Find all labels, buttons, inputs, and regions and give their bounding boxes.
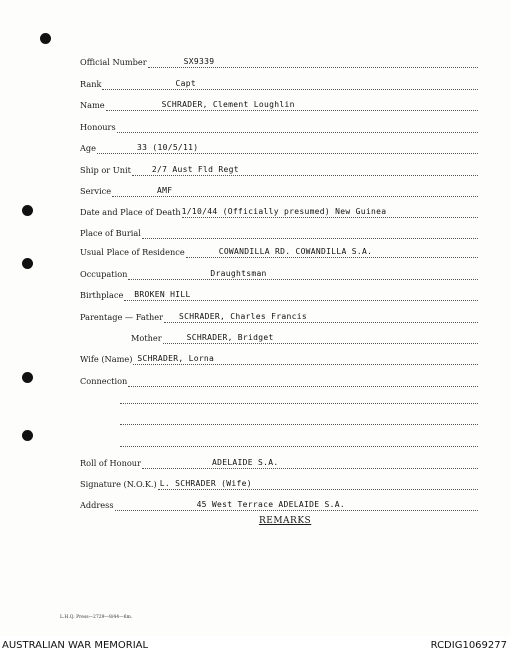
death-value: 1/10/44 (Officially presumed) New Guinea	[181, 207, 387, 216]
ship-or-unit-label: Ship or Unit	[80, 165, 131, 175]
occupation-label: Occupation	[80, 269, 128, 279]
father-label: Parentage — Father	[80, 312, 164, 322]
service-row	[80, 183, 478, 197]
birthplace-label: Birthplace	[80, 290, 124, 300]
connection-row	[80, 373, 478, 387]
honours-row	[80, 119, 478, 133]
rank-value: Capt	[175, 79, 196, 88]
honours-label: Honours	[80, 122, 116, 132]
wife-label: Wife (Name)	[80, 354, 133, 364]
signature-value: L. SCHRADER (Wife)	[159, 479, 252, 488]
wife-value: SCHRADER, Lorna	[137, 354, 215, 363]
punch-hole	[22, 430, 33, 441]
roll-of-honour-row	[80, 455, 478, 469]
punch-hole	[22, 205, 33, 216]
age-label: Age	[80, 143, 96, 153]
death-label: Date and Place of Death	[80, 207, 181, 217]
punch-hole	[22, 372, 33, 383]
roll-of-honour-label: Roll of Honour	[80, 458, 141, 468]
punch-hole	[40, 33, 51, 44]
birthplace-value: BROKEN HILL	[134, 290, 191, 299]
ship-or-unit-value: 2/7 Aust Fld Regt	[151, 165, 239, 174]
mother-row	[131, 330, 478, 344]
age-value: 33 (10/5/11)	[137, 143, 199, 152]
punch-hole	[22, 258, 33, 269]
record-id: RCDIG1069277	[430, 640, 507, 651]
burial-label: Place of Burial	[80, 228, 141, 238]
occupation-row	[80, 266, 478, 280]
official-number-value: SX9339	[183, 57, 215, 66]
mother-label: Mother	[131, 333, 162, 343]
rank-label: Rank	[80, 79, 102, 89]
birthplace-row	[80, 287, 478, 301]
rank-row	[80, 76, 478, 90]
father-row	[80, 309, 478, 323]
age-row	[80, 140, 478, 154]
burial-row	[80, 225, 478, 239]
ship-or-unit-row	[80, 162, 478, 176]
remarks-heading: REMARKS	[259, 516, 312, 526]
connection-blank-line	[120, 403, 478, 404]
occupation-value: Draughtsman	[210, 269, 267, 278]
name-label: Name	[80, 100, 105, 110]
residence-value: COWANDILLA RD. COWANDILLA S.A.	[218, 247, 373, 256]
connection-blank-line	[120, 446, 478, 447]
mother-value: SCHRADER, Bridget	[186, 333, 274, 342]
wife-row	[80, 351, 478, 365]
official-number-label: Official Number	[80, 57, 147, 67]
address-label: Address	[80, 500, 114, 510]
connection-label: Connection	[80, 376, 128, 386]
service-value: AMF	[157, 186, 173, 195]
archive-footer	[0, 636, 510, 654]
address-value: 45 West Terrace ADELAIDE S.A.	[196, 500, 345, 509]
roll-of-honour-value: ADELAIDE S.A.	[211, 458, 279, 467]
residence-label: Usual Place of Residence	[80, 247, 185, 257]
official-number-row	[80, 54, 478, 68]
name-row	[80, 97, 478, 111]
printer-footnote: L.H.Q. Press—2729—8/44—6m.	[60, 615, 133, 620]
address-row	[80, 497, 478, 511]
connection-blank-line	[120, 424, 478, 425]
name-value: SCHRADER, Clement Loughlin	[161, 100, 295, 109]
father-value: SCHRADER, Charles Francis	[179, 312, 307, 321]
death-row	[80, 204, 478, 218]
signature-row	[80, 476, 478, 490]
residence-row	[80, 244, 478, 258]
signature-label: Signature (N.O.K.)	[80, 479, 157, 489]
archive-name: AUSTRALIAN WAR MEMORIAL	[2, 640, 149, 651]
service-label: Service	[80, 186, 112, 196]
